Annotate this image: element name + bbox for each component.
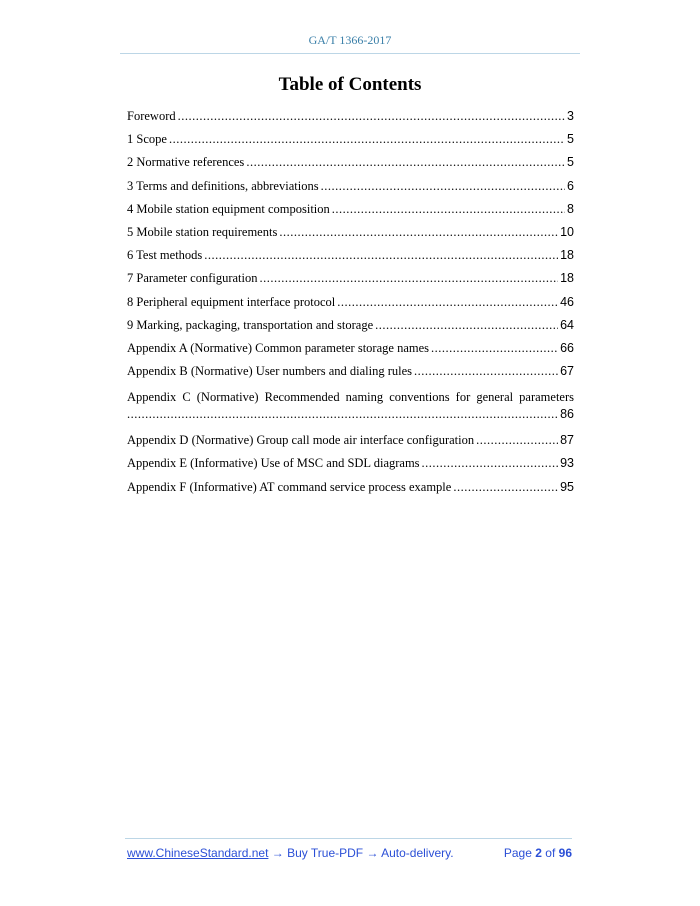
page-title: Table of Contents bbox=[278, 74, 422, 95]
footer-promo bbox=[127, 846, 454, 860]
page-footer bbox=[127, 846, 572, 860]
toc-entry-parameter-configuration[interactable] bbox=[127, 271, 574, 294]
toc-entry-page: 64 bbox=[560, 317, 574, 332]
toc-entry-terms-definitions[interactable] bbox=[127, 179, 574, 202]
toc-entry-title: Appendix C (Normative) Recommended naming conventions for general parameters bbox=[127, 390, 574, 405]
dot-leader bbox=[178, 109, 565, 124]
toc-entry-title: Appendix A (Normative) Common parameter storage names bbox=[127, 340, 430, 355]
toc-entry-page: 5 bbox=[567, 155, 574, 170]
table-of-contents bbox=[127, 109, 574, 503]
toc-entry-page: 67 bbox=[560, 364, 574, 379]
toc-entry-title: 2 Normative references bbox=[127, 155, 245, 170]
toc-entry-appendix-a[interactable] bbox=[127, 341, 574, 364]
toc-entry-title: Appendix D (Normative) Group call mode air interface configuration bbox=[127, 433, 475, 448]
dot-leader bbox=[246, 155, 565, 170]
toc-entry-page: 18 bbox=[560, 271, 574, 286]
dot-leader bbox=[375, 318, 558, 333]
toc-entry-page: 66 bbox=[560, 340, 574, 355]
toc-entry-normative-references[interactable] bbox=[127, 155, 574, 178]
toc-entry-title: Appendix E (Informative) Use of MSC and SDL diagrams bbox=[127, 456, 420, 471]
website-link[interactable]: www.ChineseStandard.net bbox=[127, 846, 269, 860]
toc-entry-page: 86 bbox=[560, 407, 574, 422]
toc-entry-title: Appendix B (Normative) User numbers and dialing rules bbox=[127, 364, 413, 379]
toc-entry-appendix-c[interactable] bbox=[127, 387, 574, 427]
page-current: 2 bbox=[535, 846, 542, 860]
page-of: of bbox=[545, 846, 556, 860]
dot-leader bbox=[169, 132, 565, 147]
page-label: Page bbox=[503, 846, 532, 860]
toc-entry-title: 6 Test methods bbox=[127, 248, 203, 263]
toc-entry-page: 6 bbox=[567, 178, 574, 193]
dot-leader bbox=[204, 248, 558, 263]
toc-entry-title: 3 Terms and definitions, abbreviations bbox=[127, 178, 319, 193]
toc-entry-peripheral-interface[interactable] bbox=[127, 295, 574, 318]
footer-divider bbox=[125, 838, 572, 839]
toc-entry-title: 7 Parameter configuration bbox=[127, 271, 258, 286]
toc-entry-title: 1 Scope bbox=[127, 132, 167, 147]
toc-entry-mobile-station-requirements[interactable] bbox=[127, 225, 574, 248]
toc-entry-page: 93 bbox=[560, 456, 574, 471]
toc-entry-title: 5 Mobile station requirements bbox=[127, 224, 278, 239]
header-divider bbox=[120, 53, 580, 54]
dot-leader bbox=[453, 480, 558, 495]
dot-leader bbox=[321, 179, 565, 194]
toc-entry-title: Appendix F (Informative) AT command service process example bbox=[127, 479, 452, 494]
dot-leader bbox=[332, 202, 565, 217]
toc-entry-page: 95 bbox=[560, 479, 574, 494]
dot-leader bbox=[431, 341, 558, 356]
toc-entry-marking-packaging[interactable] bbox=[127, 318, 574, 341]
toc-entry-equipment-composition[interactable] bbox=[127, 202, 574, 225]
page-indicator bbox=[504, 846, 572, 860]
toc-entry-page: 10 bbox=[560, 224, 574, 239]
toc-entry-appendix-d[interactable] bbox=[127, 433, 574, 456]
dot-leader bbox=[422, 456, 559, 471]
running-header: GA/T 1366-2017 bbox=[308, 33, 392, 47]
dot-leader bbox=[127, 407, 558, 422]
toc-entry-appendix-f[interactable] bbox=[127, 480, 574, 503]
toc-entry-page: 8 bbox=[567, 201, 574, 216]
toc-entry-scope[interactable] bbox=[127, 132, 574, 155]
footer-promo-text: → Buy True-PDF → Auto-delivery. bbox=[268, 846, 454, 860]
toc-entry-title: Foreword bbox=[127, 109, 176, 123]
toc-entry-page: 46 bbox=[560, 294, 574, 309]
toc-entry-page: 87 bbox=[560, 433, 574, 448]
toc-entry-appendix-e[interactable] bbox=[127, 456, 574, 479]
toc-entry-title: 8 Peripheral equipment interface protocol bbox=[127, 294, 336, 309]
page-total: 96 bbox=[558, 846, 572, 860]
toc-entry-page: 18 bbox=[560, 248, 574, 263]
toc-entry-page: 5 bbox=[567, 132, 574, 147]
toc-entry-appendix-b[interactable] bbox=[127, 364, 574, 387]
dot-leader bbox=[279, 225, 558, 240]
toc-entry-page: 3 bbox=[567, 109, 574, 123]
dot-leader bbox=[476, 433, 558, 448]
dot-leader bbox=[260, 271, 559, 286]
toc-entry-foreword[interactable] bbox=[127, 109, 574, 132]
dot-leader bbox=[414, 364, 558, 379]
toc-entry-title: 9 Marking, packaging, transportation and storage bbox=[127, 317, 374, 332]
dot-leader bbox=[337, 295, 558, 310]
toc-entry-test-methods[interactable] bbox=[127, 248, 574, 271]
toc-entry-title: 4 Mobile station equipment composition bbox=[127, 201, 330, 216]
